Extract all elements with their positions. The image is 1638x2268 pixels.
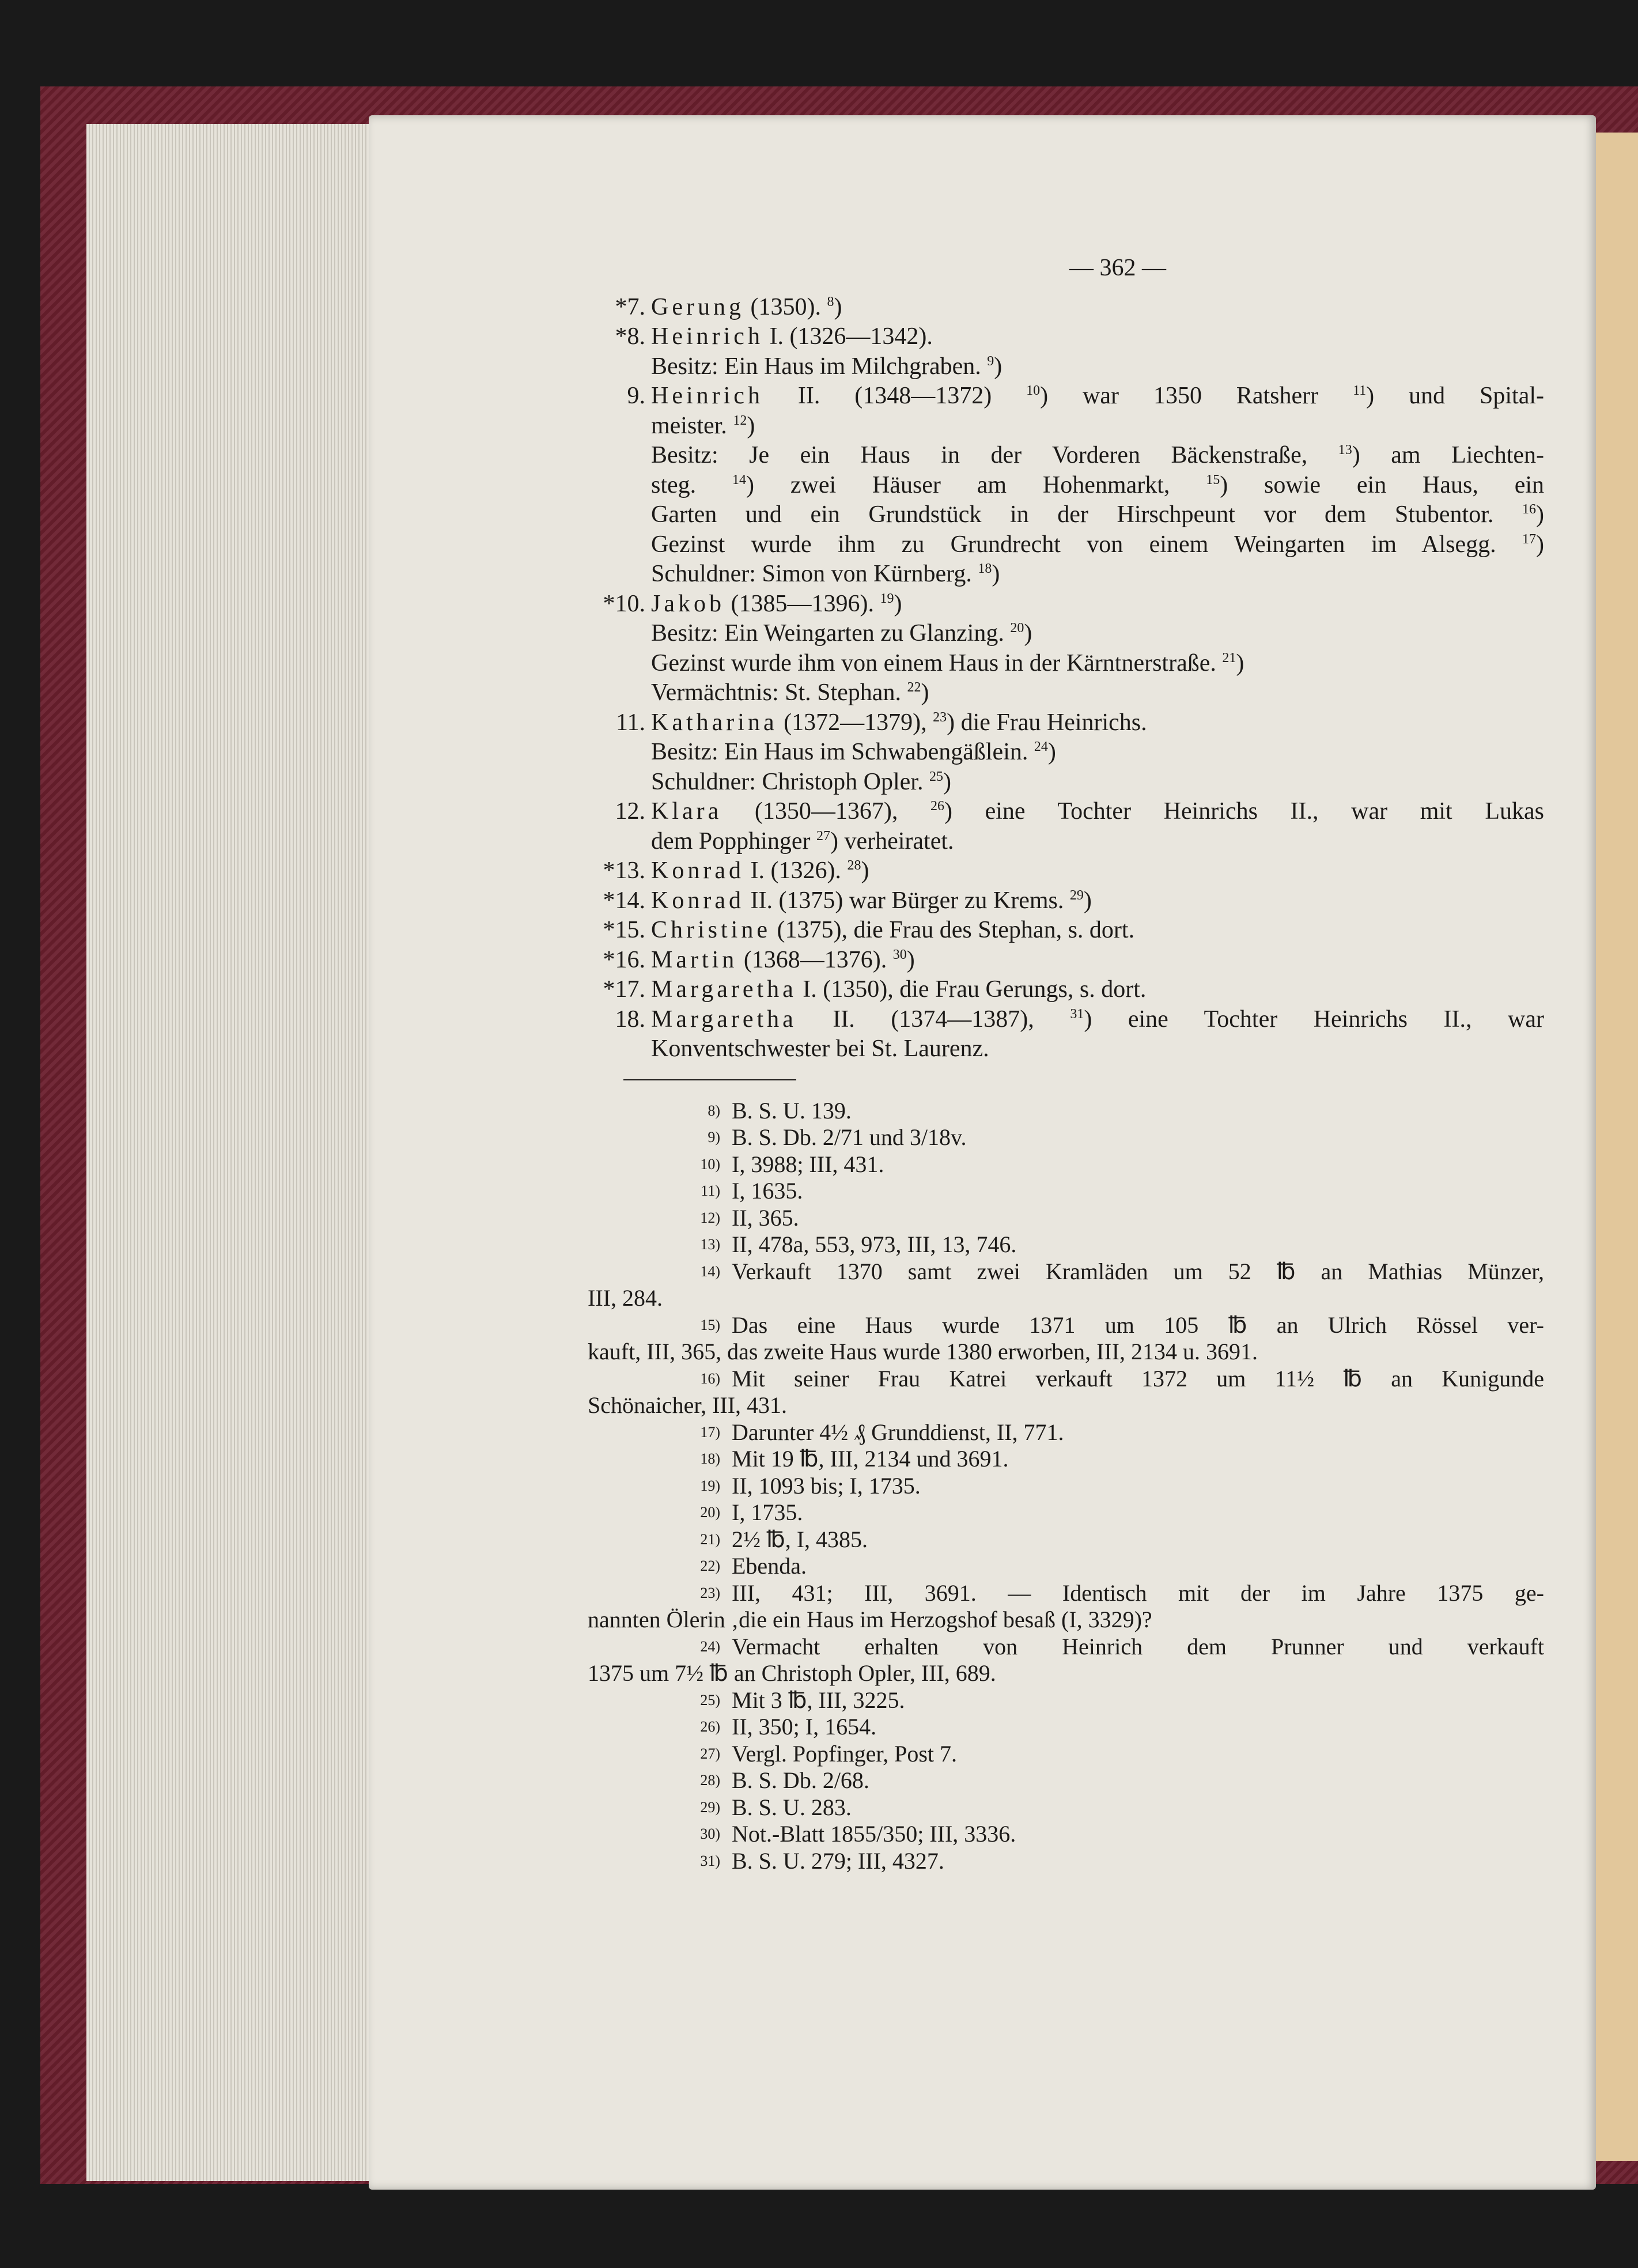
footnote — [588, 1580, 1544, 1634]
entry-line: Heinrich II. (1348—1372) $^{10}$) war 1350 Ratsherr $^{11}$) und Spital- — [651, 383, 1544, 409]
footnote-marker: 11) — [701, 1182, 720, 1199]
entry-number: *7. — [615, 293, 645, 320]
entry-line: Gezinst wurde ihm von einem Haus in der Kärntnerstraße. $^{21}$) — [651, 649, 1244, 676]
footnote-marker: 22) — [700, 1558, 720, 1574]
entry-name: Heinrich — [651, 383, 763, 409]
entry-line: Jakob (1385—1396). $^{19}$) — [651, 590, 902, 617]
footnote-ref: 19 — [880, 591, 894, 606]
footnote-marker: 17) — [700, 1423, 720, 1441]
footnote — [588, 1258, 1544, 1312]
footnote-marker: 10) — [700, 1155, 720, 1173]
entry-list — [588, 293, 1544, 1064]
entry-number: *14. — [603, 887, 645, 914]
entry-line: Konventschwester bei St. Laurenz. — [651, 1035, 989, 1062]
footnote-ref: 16 — [1522, 502, 1536, 517]
entry-number: 12. — [615, 798, 645, 825]
entry-name: Klara — [651, 798, 722, 825]
page-number: — 362 — — [1069, 255, 1166, 281]
footnote-text: II, 478a, 553, 973, III, 13, 746. — [732, 1231, 1017, 1257]
footnote-ref: 26 — [930, 799, 944, 814]
entry-name: Katharina — [651, 709, 778, 736]
footnote-marker: 9) — [708, 1129, 720, 1146]
entry-line: Klara (1350—1367), $^{26}$) eine Tochter Heinrichs II., war mit Lukas — [651, 798, 1544, 825]
entry-line: Besitz: Ein Weingarten zu Glanzing. $^{20}$) — [651, 620, 1032, 647]
footnote — [588, 1446, 1544, 1473]
footnote-marker: 16) — [700, 1370, 720, 1387]
footnote-marker: 18) — [700, 1450, 720, 1467]
footnote-marker: 25) — [700, 1691, 720, 1708]
footnote-ref: 14 — [732, 472, 747, 487]
entry-item — [588, 1005, 1544, 1064]
footnote-text: B. S. U. 283. — [732, 1794, 852, 1820]
footnote-ref: 24 — [1034, 739, 1048, 754]
footnote-marker: 31) — [700, 1852, 720, 1869]
entry-number: 9. — [627, 383, 645, 409]
page-content — [588, 254, 1544, 1874]
footnote-text: B. S. Db. 2/71 und 3/18v. — [732, 1124, 967, 1150]
footnote — [588, 1526, 1544, 1553]
entry-number: *16. — [603, 946, 645, 973]
entry-item — [588, 381, 1544, 589]
footnote — [588, 1634, 1544, 1687]
entry-number: 11. — [616, 709, 645, 736]
footnote — [588, 1687, 1544, 1714]
footnote-marker: 20) — [700, 1504, 720, 1521]
footnote — [588, 1794, 1544, 1821]
footnote-marker: 26) — [700, 1718, 720, 1735]
footnote-text: Vergl. Popfinger, Post 7. — [732, 1740, 957, 1767]
footnote-ref: 12 — [733, 413, 747, 428]
footnote — [588, 1848, 1544, 1875]
entry-number: 18. — [615, 1006, 645, 1033]
footnote-continuation: kauft, III, 365, das zweite Haus wurde 1380 erworben, III, 2134 u. 3691. — [588, 1339, 1258, 1364]
footnote-marker: 29) — [700, 1798, 720, 1816]
entry-line: Besitz: Je ein Haus in der Vorderen Bäckenstraße, $^{13}$) am Liechten- — [651, 442, 1545, 468]
footnote-ref: 17 — [1522, 531, 1536, 547]
footnote — [588, 1821, 1544, 1848]
footnote-text: Das eine Haus wurde 1371 um 105 ℔ an Ulrich Rössel ver- — [732, 1311, 1544, 1338]
footnote-ref: 8 — [827, 294, 834, 309]
footnote — [588, 1124, 1544, 1151]
entry-name: Gerung — [651, 293, 744, 320]
entry-item — [588, 886, 1544, 916]
footnote-continuation: nannten Ölerin ‚die ein Haus im Herzogshof besaß (I, 3329)? — [588, 1606, 1152, 1632]
footnote-marker: 30) — [700, 1825, 720, 1842]
footnote-text: Mit 3 ℔, III, 3225. — [732, 1687, 905, 1713]
footnote-text: I, 1635. — [732, 1178, 803, 1204]
entry-name: Heinrich — [651, 323, 763, 350]
footnote — [588, 1553, 1544, 1580]
footnote-text: III, 431; III, 3691. — Identisch mit der im Jahre 1375 ge- — [732, 1579, 1544, 1606]
footnote-text: Mit seiner Frau Katrei verkauft 1372 um 11½ ℔ an Kunigunde — [732, 1365, 1544, 1392]
footnote — [588, 1767, 1544, 1794]
footnote-ref: 30 — [892, 947, 907, 962]
footnote-text: I, 1735. — [732, 1499, 803, 1525]
footnote-text: Mit 19 ℔, III, 2134 und 3691. — [732, 1446, 1009, 1472]
entry-line: Besitz: Ein Haus im Milchgraben. $^9$) — [651, 353, 1003, 380]
entry-item — [588, 856, 1544, 886]
footnote-text: B. S. Db. 2/68. — [732, 1767, 869, 1793]
footnote-text: II, 1093 bis; I, 1735. — [732, 1472, 921, 1499]
footnote-text: I, 3988; III, 431. — [732, 1151, 884, 1177]
entry-name: Christine — [651, 917, 771, 943]
footnote-ref: 9 — [987, 353, 994, 369]
entry-name: Konrad — [651, 857, 744, 884]
footnote — [588, 1312, 1544, 1366]
entry-line: Vermächtnis: St. Stephan. $^{22}$) — [651, 679, 929, 706]
entry-item — [588, 797, 1544, 856]
entry-line: Konrad I. (1326). $^{28}$) — [651, 857, 869, 884]
entry-item — [588, 708, 1544, 797]
entry-line: Gezinst wurde ihm zu Grundrecht von einem Weingarten im Alsegg. $^{17}$) — [651, 531, 1544, 558]
footnote-continuation: Schönaicher, III, 431. — [588, 1392, 788, 1418]
entry-line: Christine (1375), die Frau des Stephan, s. dort. — [651, 917, 1135, 943]
entry-item — [588, 916, 1544, 946]
footnote-marker: 14) — [700, 1262, 720, 1280]
footnote — [588, 1098, 1544, 1125]
footnote-text: B. S. U. 139. — [732, 1097, 852, 1124]
footnote-marker: 8) — [708, 1102, 720, 1119]
footnote-separator — [623, 1079, 796, 1080]
footnote-marker: 23) — [700, 1584, 720, 1601]
entry-item — [588, 946, 1544, 976]
facing-page-edge — [1596, 133, 1638, 2161]
footnote-ref: 27 — [816, 828, 830, 844]
footnote-ref: 21 — [1222, 650, 1236, 666]
footnote-text: Vermacht erhalten von Heinrich dem Prunner und verkauft — [732, 1633, 1544, 1660]
footnote-text: II, 350; I, 1654. — [732, 1714, 877, 1740]
footnote — [588, 1419, 1544, 1446]
footnote-ref: 31 — [1070, 1006, 1084, 1022]
entry-line: Garten und ein Grundstück in der Hirschpeunt vor dem Stubentor. $^{16}$) — [651, 501, 1544, 528]
footnote — [588, 1151, 1544, 1178]
footnote-marker: 19) — [700, 1477, 720, 1494]
footnote-marker: 21) — [700, 1530, 720, 1548]
entry-item — [588, 589, 1544, 708]
entry-number: *10. — [603, 590, 645, 617]
footnote — [588, 1473, 1544, 1500]
entry-line: steg. $^{14}$) zwei Häuser am Hohenmarkt, $^{15}$) sowie ein Haus, ein — [651, 471, 1545, 498]
footnote — [588, 1366, 1544, 1419]
entry-item — [588, 975, 1544, 1005]
footnote — [588, 1741, 1544, 1768]
entry-name: Jakob — [651, 590, 725, 617]
entry-line: Konrad II. (1375) war Bürger zu Krems. $^{29}$) — [651, 887, 1092, 914]
footnote-list — [588, 1098, 1544, 1875]
footnote-marker: 27) — [700, 1745, 720, 1762]
footnote — [588, 1499, 1544, 1526]
footnote-ref: 28 — [847, 858, 861, 873]
footnote-ref: 15 — [1206, 472, 1220, 487]
entry-line: dem Popphinger $^{27}$) verheiratet. — [651, 827, 954, 855]
entry-line: Schuldner: Simon von Kürnberg. $^{18}$) — [651, 561, 1000, 587]
footnote-marker: 28) — [700, 1772, 720, 1789]
entry-number: *13. — [603, 857, 645, 884]
page-edges — [86, 124, 386, 2181]
entry-name: Margaretha — [651, 976, 797, 1003]
footnote-marker: 24) — [700, 1638, 720, 1655]
entry-line: Schuldner: Christoph Opler. $^{25}$) — [651, 768, 951, 795]
entry-item — [588, 322, 1544, 381]
entry-line: Heinrich I. (1326—1342). — [651, 323, 933, 350]
footnote-text: Verkauft 1370 samt zwei Kramläden um 52 ℔ an Mathias Münzer, — [732, 1258, 1544, 1284]
entry-name: Konrad — [651, 887, 744, 914]
footnote-ref: 20 — [1010, 621, 1024, 636]
footnote-ref: 23 — [933, 709, 947, 725]
footnote-marker: 13) — [700, 1236, 720, 1253]
footnote-ref: 25 — [929, 769, 943, 784]
entry-line: Besitz: Ein Haus im Schwabengäßlein. $^{24}$) — [651, 739, 1056, 765]
footnote-continuation: 1375 um 7½ ℔ an Christoph Opler, III, 689. — [588, 1660, 996, 1686]
footnote-text: Ebenda. — [732, 1553, 807, 1579]
entry-line: Margaretha I. (1350), die Frau Gerungs, s. dort. — [651, 976, 1147, 1003]
entry-name: Martin — [651, 946, 738, 973]
footnote-ref: 10 — [1026, 383, 1041, 398]
entry-number: *17. — [603, 976, 645, 1003]
footnote-continuation: III, 284. — [588, 1285, 663, 1311]
entry-number: *15. — [603, 917, 645, 943]
footnote — [588, 1205, 1544, 1232]
footnote-ref: 22 — [907, 680, 921, 695]
footnote — [588, 1231, 1544, 1258]
footnote-text: Not.-Blatt 1855/350; III, 3336. — [732, 1821, 1016, 1847]
footnote-text: Darunter 4½ ₰ Grunddienst, II, 771. — [732, 1419, 1064, 1445]
footnote-ref: 11 — [1353, 383, 1367, 398]
footnote-text: B. S. U. 279; III, 4327. — [732, 1847, 944, 1874]
entry-line: Gerung (1350). $^8$) — [651, 293, 842, 320]
footnote-ref: 18 — [978, 561, 992, 576]
entry-line: Katharina (1372—1379), $^{23}$) die Frau Heinrichs. — [651, 709, 1147, 736]
entry-line: Martin (1368—1376). $^{30}$) — [651, 946, 915, 973]
footnote-text: II, 365. — [732, 1204, 799, 1231]
footnote — [588, 1178, 1544, 1205]
entry-item — [588, 293, 1544, 323]
entry-name: Margaretha — [651, 1006, 797, 1033]
entry-line: Margaretha II. (1374—1387), $^{31}$) eine Tochter Heinrichs II., war — [651, 1006, 1544, 1033]
entry-number: *8. — [615, 323, 645, 350]
entry-line: meister. $^{12}$) — [651, 412, 755, 439]
footnote-ref: 29 — [1069, 887, 1084, 903]
footnote-marker: 12) — [700, 1209, 720, 1226]
footnote-marker: 15) — [700, 1316, 720, 1333]
footnote-ref: 13 — [1338, 443, 1352, 458]
footnote — [588, 1714, 1544, 1741]
footnote-text: 2½ ℔, I, 4385. — [732, 1526, 868, 1552]
